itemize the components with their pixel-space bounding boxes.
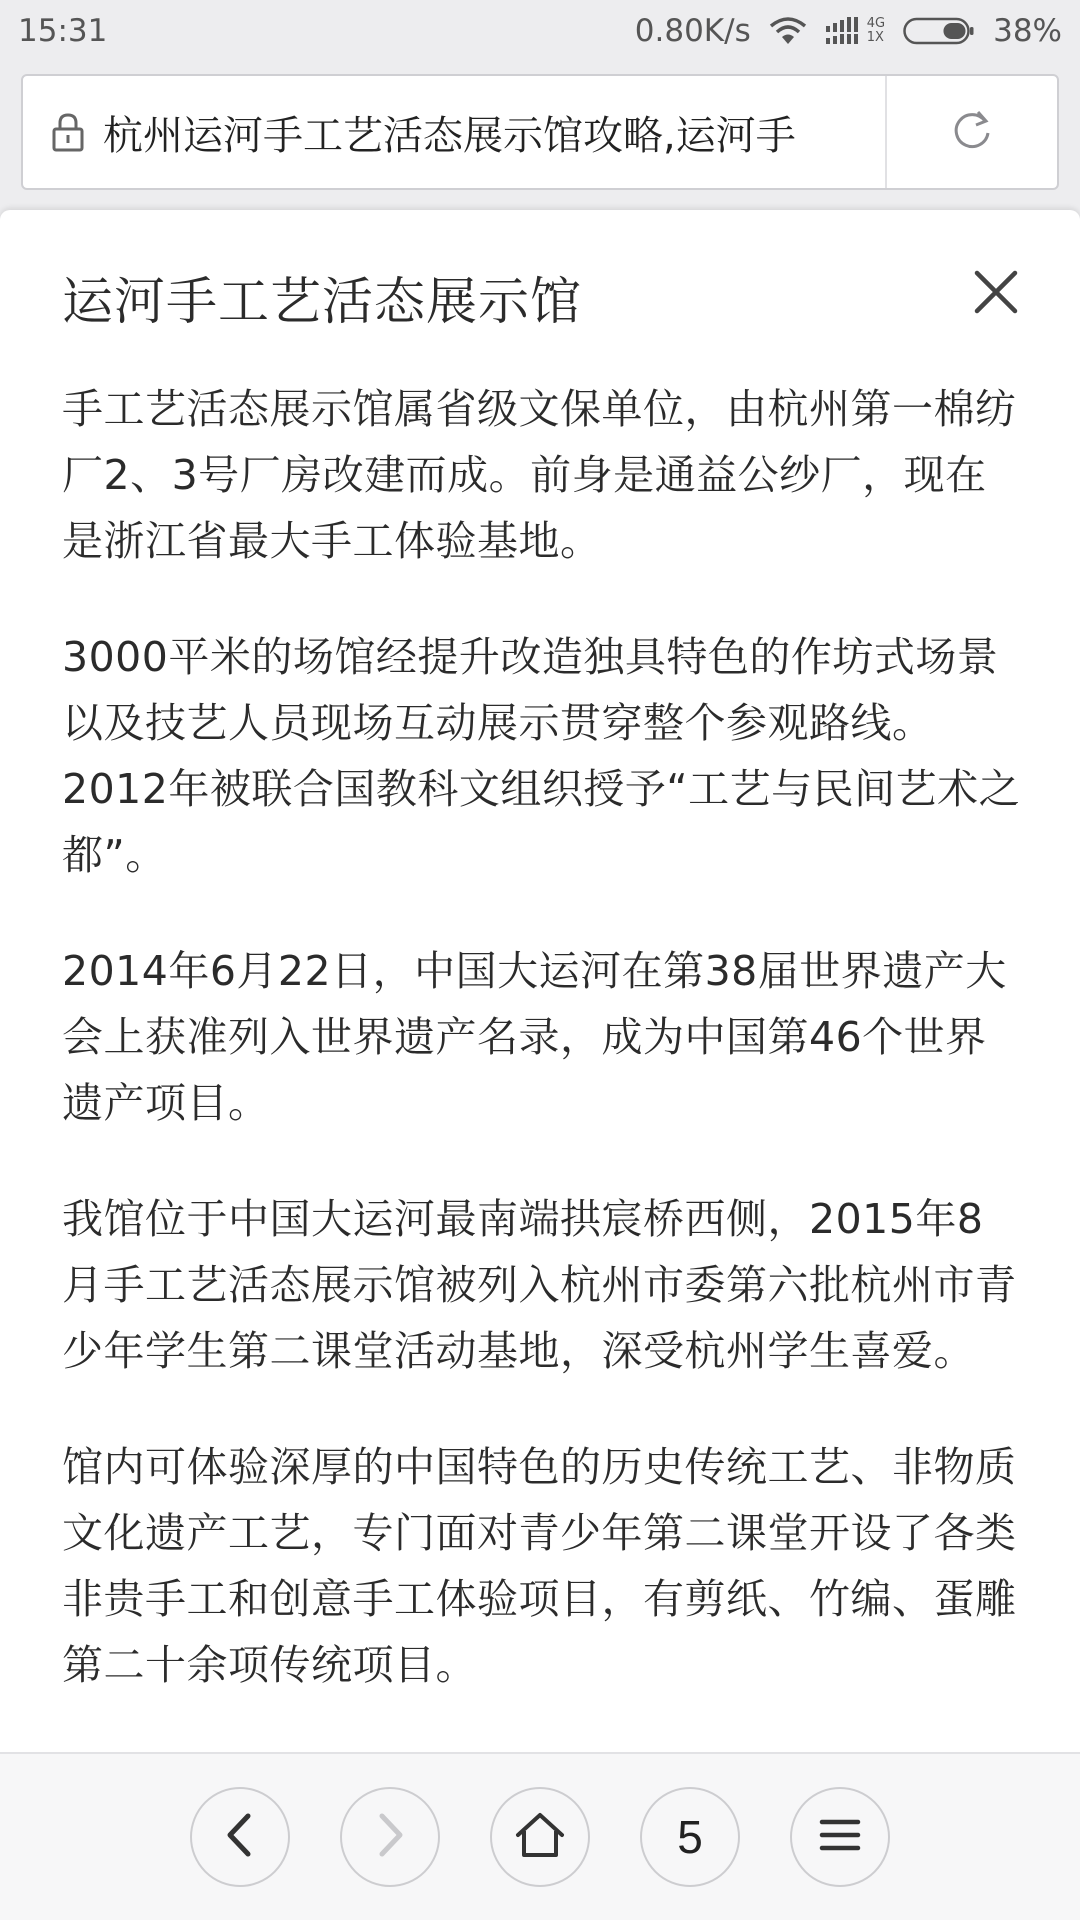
status-bar bbox=[0, 0, 1080, 62]
lock-icon[interactable] bbox=[23, 76, 103, 188]
menu-button[interactable] bbox=[790, 1787, 890, 1887]
paragraph: 馆内可体验深厚的中国特色的历史传统工艺、非物质文化遗产工艺，专门面对青少年第二课堂开设了各类非贵手工和创意手工体验项目，有剪纸、竹编、蛋雕第二十余项传统项目。 bbox=[62, 1443, 1017, 1689]
paragraph: 手工艺活态展示馆属省级文保单位，由杭州第一棉纺厂2、3号厂房改建而成。前身是通益公纱厂，现在是浙江省最大手工体验基地。 bbox=[62, 385, 1017, 565]
refresh-button[interactable] bbox=[887, 76, 1057, 188]
menu-icon bbox=[818, 1817, 862, 1857]
forward-button[interactable] bbox=[340, 1787, 440, 1887]
url-text[interactable]: 杭州运河手工艺活态展示馆攻略,运河手 bbox=[103, 112, 796, 159]
bottom-toolbar bbox=[0, 1752, 1080, 1920]
network-speed: 0.80K/s bbox=[634, 13, 751, 49]
home-button[interactable] bbox=[490, 1787, 590, 1887]
network-type-top: 4G bbox=[866, 16, 886, 31]
close-button[interactable] bbox=[966, 264, 1026, 324]
network-type-labels bbox=[867, 17, 885, 45]
battery-percent: 38% bbox=[993, 13, 1062, 49]
home-icon bbox=[514, 1811, 566, 1863]
battery-icon bbox=[903, 16, 975, 46]
close-icon bbox=[973, 269, 1019, 319]
wifi-icon bbox=[769, 16, 807, 46]
panel-content bbox=[62, 376, 1024, 1748]
info-panel bbox=[0, 210, 1080, 1752]
paragraph: 2014年6月22日，中国大运河在第38届世界遗产大会上获准列入世界遗产名录，成为中国第46个世界遗产项目。 bbox=[62, 947, 1007, 1127]
back-icon bbox=[220, 1812, 260, 1862]
refresh-icon bbox=[949, 107, 995, 157]
network-type-bottom: 1X bbox=[866, 30, 884, 45]
paragraph: 我馆位于中国大运河最南端拱宸桥西侧，2015年8月手工艺活态展示馆被列入杭州市委第六批杭州市青少年学生第二课堂活动基地，深受杭州学生喜爱。 bbox=[62, 1195, 1017, 1375]
address-bar[interactable] bbox=[21, 74, 1059, 190]
back-button[interactable] bbox=[190, 1787, 290, 1887]
tab-count: 5 bbox=[677, 1811, 703, 1863]
status-right bbox=[635, 13, 1062, 49]
panel-title: 运河手工艺活态展示馆 bbox=[62, 273, 583, 332]
tabs-button[interactable] bbox=[640, 1787, 740, 1887]
status-time: 15:31 bbox=[18, 13, 108, 49]
signal-icon bbox=[825, 16, 861, 46]
paragraph: 3000平米的场馆经提升改造独具特色的作坊式场景以及技艺人员现场互动展示贯穿整个参观路线。2012年被联合国教科文组织授予“工艺与民间艺术之都”。 bbox=[62, 633, 1021, 879]
forward-icon bbox=[370, 1812, 410, 1862]
